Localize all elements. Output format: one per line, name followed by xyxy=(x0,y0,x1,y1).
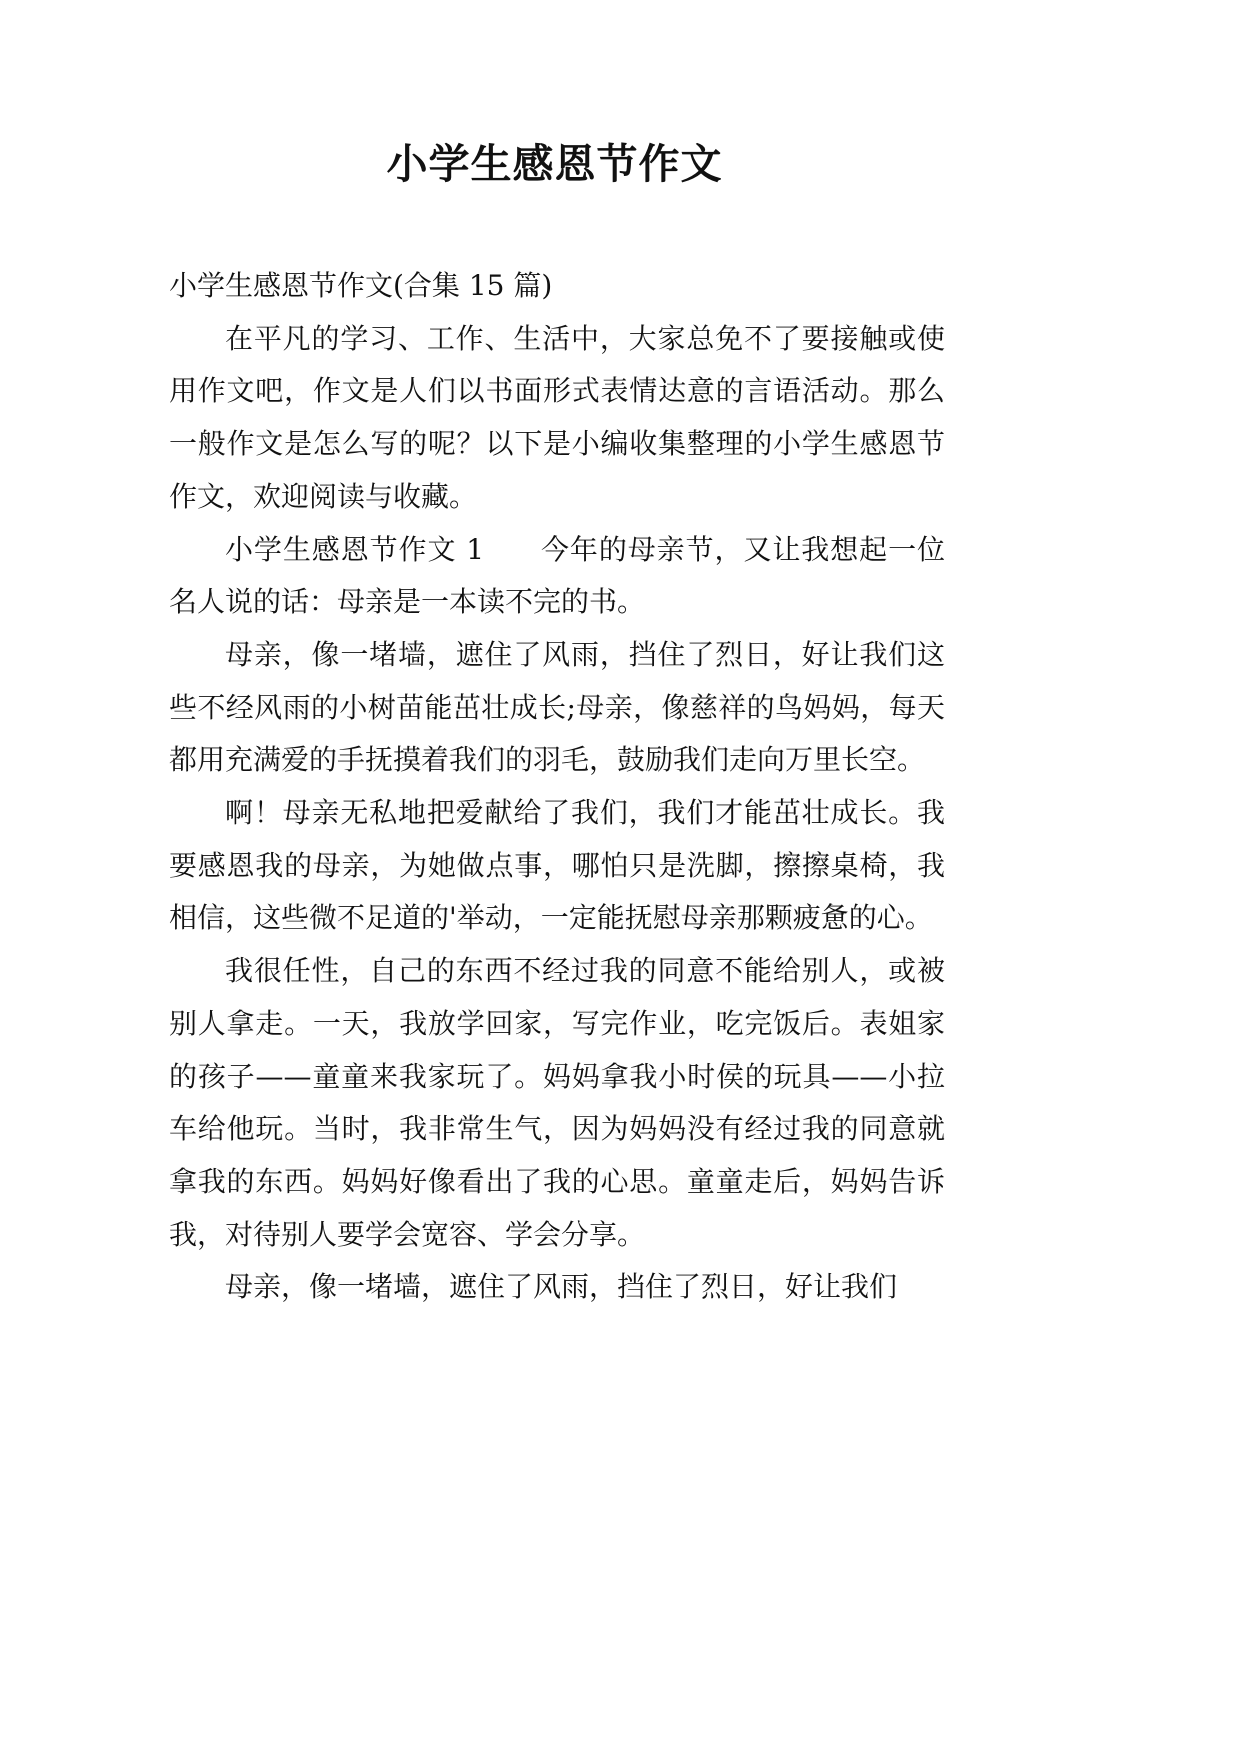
body-paragraph: 我很任性，自己的东西不经过我的同意不能给别人，或被别人拿走。一天，我放学回家，写完作业，吃完饭后。表姐家的孩子——童童来我家玩了。妈妈拿我小时侯的玩具——小拉车给他玩。当时，我非常生气，因为妈妈没有经过我的同意就拿我的东西。妈妈好像看出了我的心思。童童走后，妈妈告诉我，对待别人要学会宽容、学会分享。 xyxy=(169,954,945,1251)
essay-1-heading: 小学生感恩节作文 1 xyxy=(225,532,485,566)
document-title: 小学生感恩节作文 xyxy=(386,140,723,188)
essay-1-opening: 今年的母亲节，又让我想起一位名人说的话：母亲是一本读不完的书。 xyxy=(169,532,945,619)
essay-1-paragraph xyxy=(169,524,945,629)
document-body xyxy=(169,260,945,1314)
body-paragraph: 啊！母亲无私地把爱献给了我们，我们才能茁壮成长。我要感恩我的母亲，为她做点事，哪怕只是洗脚，擦擦桌椅，我相信，这些微不足道的'举动，一定能抚慰母亲那颗疲惫的心。 xyxy=(169,796,945,935)
body-paragraph: 母亲，像一堵墙，遮住了风雨，挡住了烈日，好让我们这些不经风雨的小树苗能茁壮成长;母亲，像慈祥的鸟妈妈，每天都用充满爱的手抚摸着我们的羽毛，鼓励我们走向万里长空。 xyxy=(169,637,945,777)
intro-paragraph: 在平凡的学习、工作、生活中，大家总免不了要接触或使用作文吧，作文是人们以书面形式表情达意的言语活动。那么一般作文是怎么写的呢？以下是小编收集整理的小学生感恩节作文，欢迎阅读与收藏。 xyxy=(169,321,945,513)
body-paragraph: 母亲，像一堵墙，遮住了风雨，挡住了烈日，好让我们 xyxy=(225,1270,898,1304)
document-subtitle: 小学生感恩节作文(合集 15 篇) xyxy=(169,269,553,302)
